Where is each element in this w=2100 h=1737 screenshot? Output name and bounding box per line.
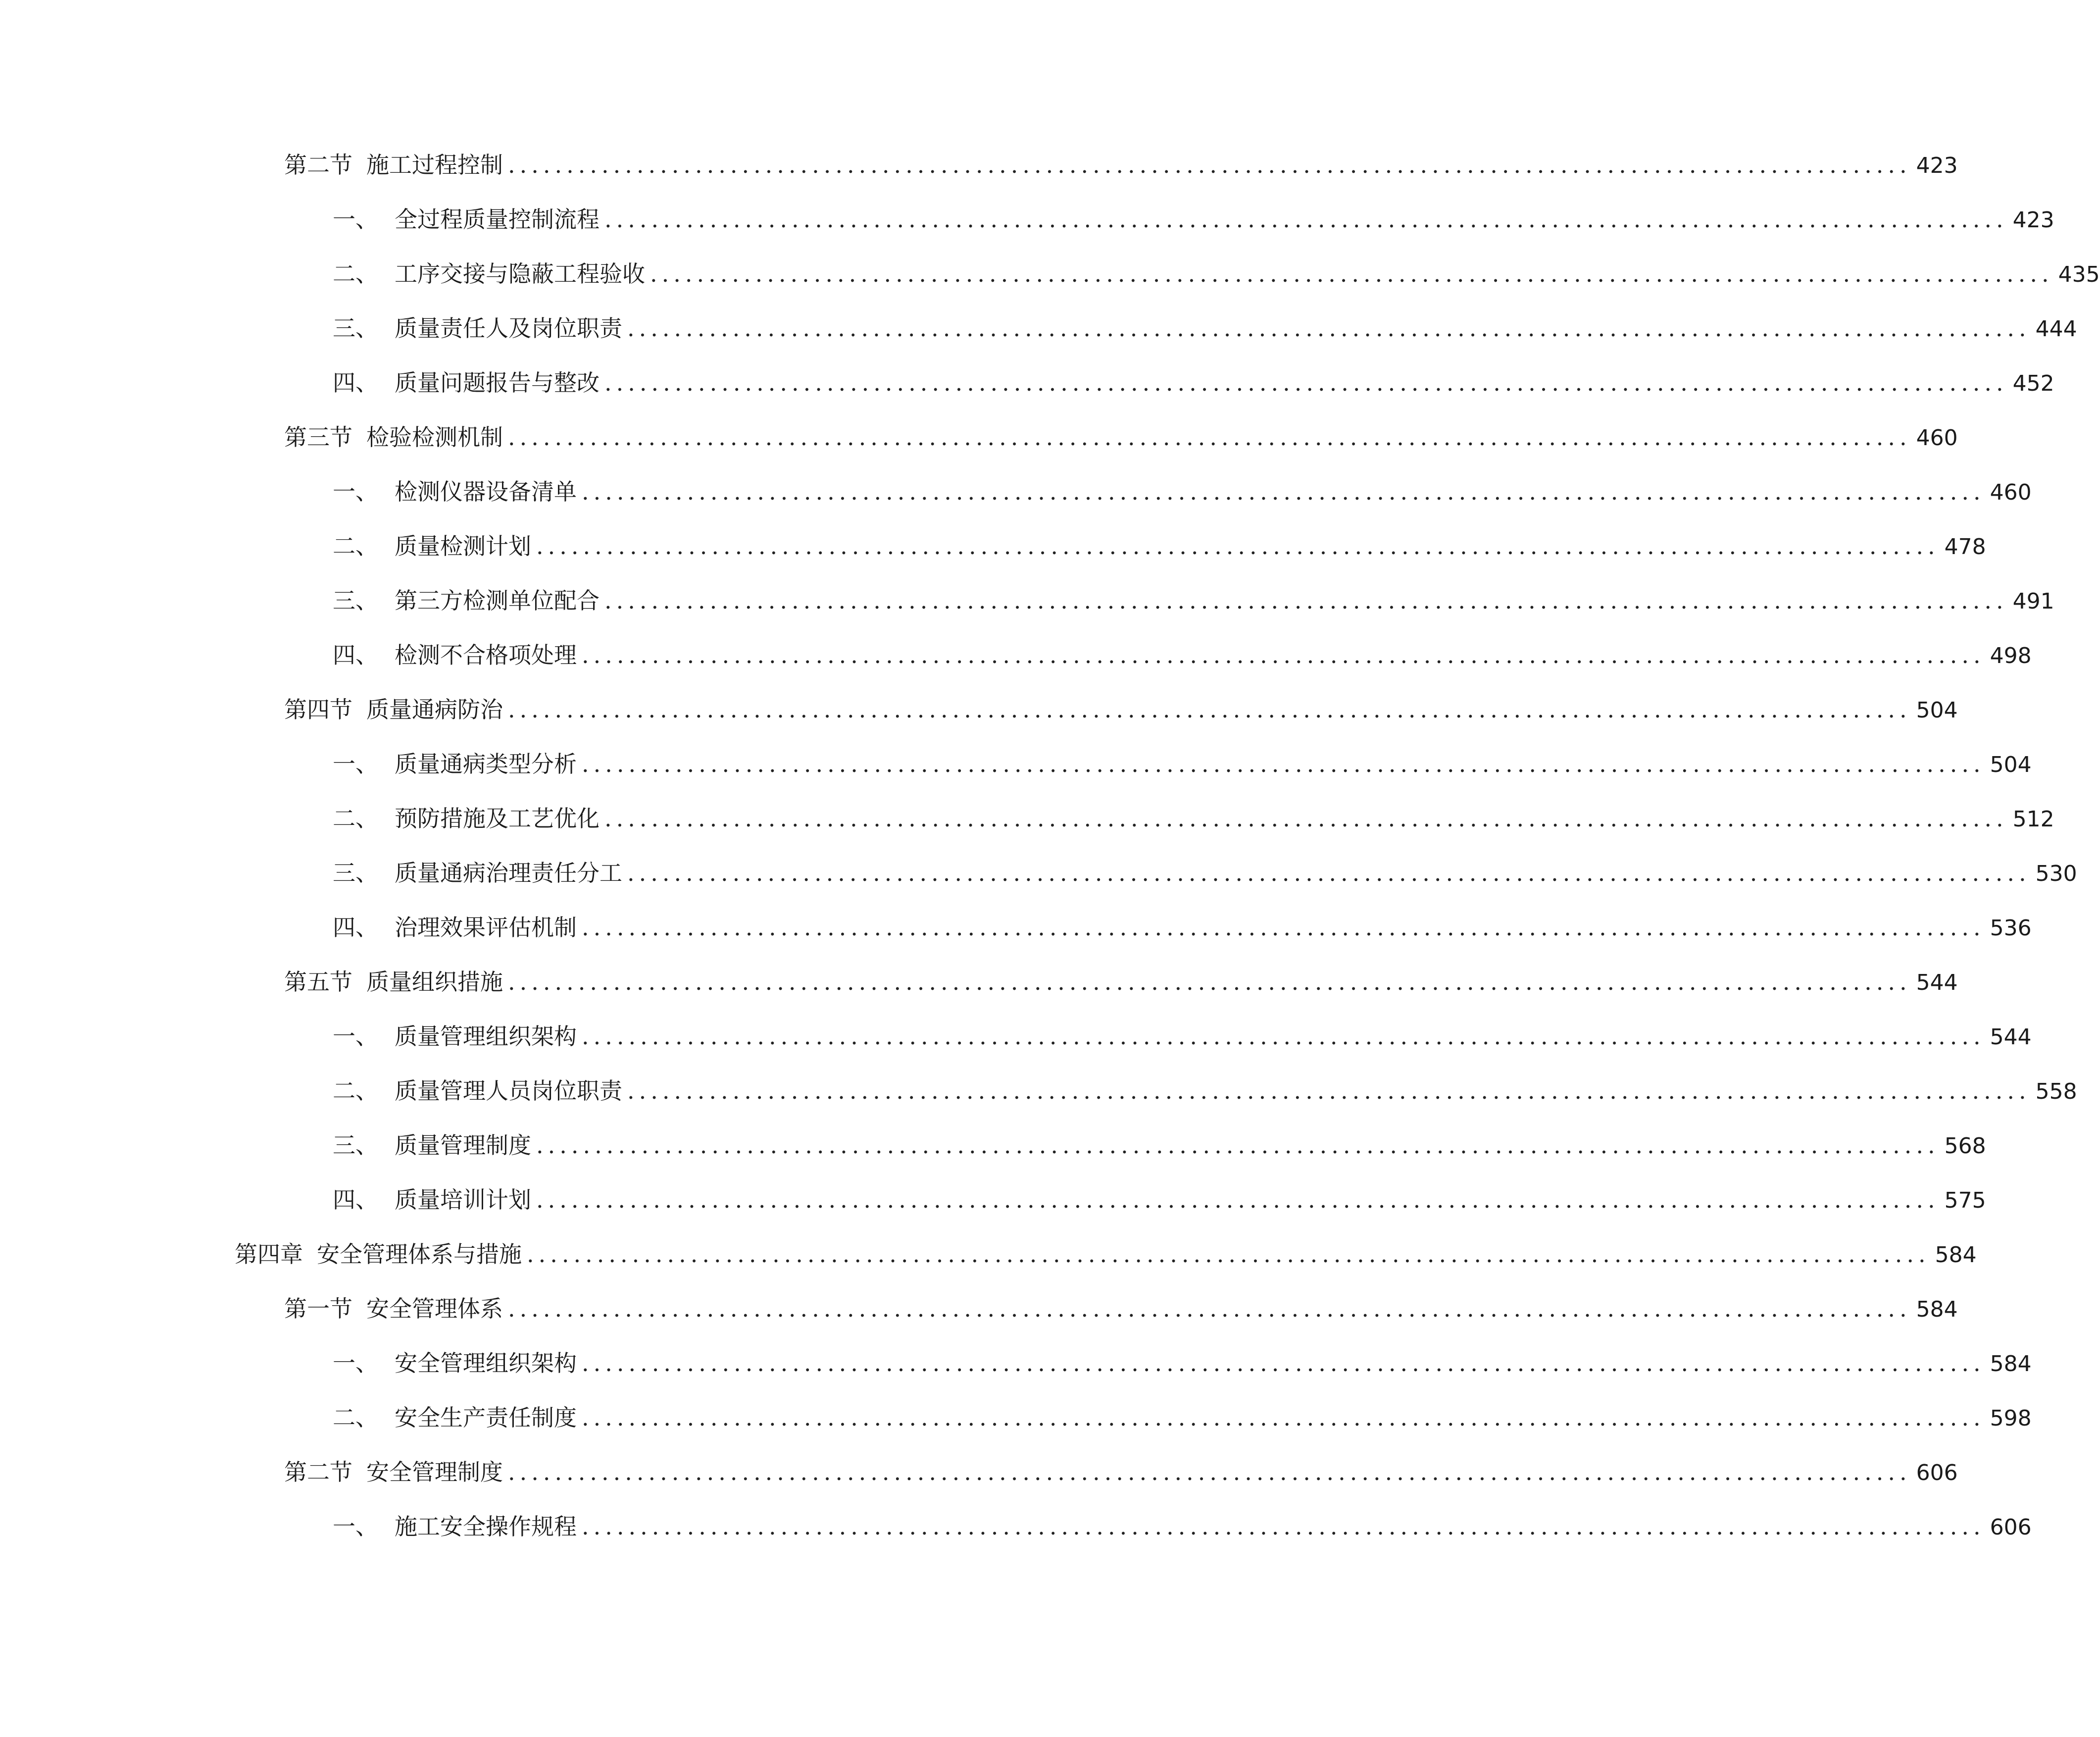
toc-entry-label bbox=[333, 1128, 531, 1163]
dot-leader: ........................................................................................................................ bbox=[604, 587, 2008, 614]
dot-leader: ........................................................................................................................ bbox=[582, 914, 1985, 941]
toc-entry-number: 第二节 bbox=[284, 152, 352, 178]
toc-entry-label bbox=[333, 1346, 577, 1380]
toc-page-number: 512 bbox=[2012, 807, 2054, 832]
toc-page-number: 478 bbox=[1944, 534, 1986, 560]
dot-leader: ........................................................................................................................ bbox=[527, 1241, 1930, 1268]
toc-entry-title: 安全管理组织架构 bbox=[395, 1350, 577, 1377]
dot-leader: ........................................................................................................................ bbox=[508, 1459, 1911, 1485]
toc-entry-item[interactable] bbox=[333, 1182, 1986, 1217]
toc-entry-number: 四、 bbox=[333, 914, 378, 941]
toc-entry-label bbox=[235, 1237, 522, 1272]
dot-leader: ........................................................................................................................ bbox=[582, 1513, 1985, 1540]
toc-entry-number: 四、 bbox=[333, 369, 378, 396]
toc-entry-label bbox=[284, 692, 503, 727]
toc-entry-number: 一、 bbox=[333, 1513, 378, 1540]
toc-page-number: 598 bbox=[1990, 1406, 2032, 1431]
toc-entry-item[interactable] bbox=[333, 856, 2077, 890]
toc-entry-title: 全过程质量控制流程 bbox=[395, 206, 600, 233]
toc-page-number: 435 bbox=[2058, 262, 2100, 287]
toc-page-number: 558 bbox=[2035, 1079, 2077, 1104]
toc-entry-item[interactable] bbox=[333, 583, 2054, 618]
toc-page-number: 584 bbox=[1935, 1242, 1977, 1268]
toc-entry-item[interactable] bbox=[333, 202, 2054, 237]
toc-page-number: 444 bbox=[2035, 316, 2077, 342]
toc-entry-number: 二、 bbox=[333, 260, 378, 287]
toc-entry-item[interactable] bbox=[333, 801, 2054, 836]
toc-page-number: 584 bbox=[1990, 1351, 2032, 1377]
dot-leader: ........................................................................................................................ bbox=[604, 805, 2008, 832]
dot-leader: ........................................................................................................................ bbox=[508, 969, 1911, 995]
toc-entry-label bbox=[333, 1509, 577, 1544]
dot-leader: ........................................................................................................................ bbox=[627, 1077, 2031, 1104]
toc-entry-title: 安全生产责任制度 bbox=[395, 1404, 577, 1431]
dot-leader: ........................................................................................................................ bbox=[582, 751, 1985, 777]
toc-entry-title: 质量组织措施 bbox=[366, 969, 503, 995]
toc-entry-title: 质量管理组织架构 bbox=[395, 1023, 577, 1050]
toc-entry-title: 检验检测机制 bbox=[366, 424, 503, 451]
toc-entry-title: 施工过程控制 bbox=[366, 152, 503, 178]
toc-entry-number: 第五节 bbox=[284, 969, 352, 995]
toc-entry-section[interactable] bbox=[284, 1455, 1958, 1489]
toc-entry-number: 一、 bbox=[333, 478, 378, 505]
toc-page-number: 460 bbox=[1916, 425, 1958, 451]
toc-entry-number: 二、 bbox=[333, 1404, 378, 1431]
toc-entry-item[interactable] bbox=[333, 1019, 2032, 1054]
toc-entry-item[interactable] bbox=[333, 747, 2032, 781]
toc-entry-item[interactable] bbox=[333, 1128, 1986, 1163]
toc-page-number: 504 bbox=[1990, 752, 2032, 777]
dot-leader: ........................................................................................................................ bbox=[627, 315, 2031, 342]
toc-page-number: 544 bbox=[1916, 970, 1958, 995]
toc-entry-number: 四、 bbox=[333, 1186, 378, 1213]
dot-leader: ........................................................................................................................ bbox=[508, 424, 1911, 451]
toc-entry-item[interactable] bbox=[333, 311, 2077, 346]
toc-entry-label bbox=[333, 1400, 577, 1435]
toc-entry-label bbox=[333, 910, 577, 945]
toc-entry-number: 三、 bbox=[333, 587, 378, 614]
toc-entry-label bbox=[333, 311, 622, 346]
toc-entry-title: 质量检测计划 bbox=[395, 533, 531, 560]
toc-entry-item[interactable] bbox=[333, 529, 1986, 563]
toc-entry-title: 检测不合格项处理 bbox=[395, 642, 577, 668]
dot-leader: ........................................................................................................................ bbox=[582, 478, 1985, 505]
toc-entry-label bbox=[284, 1455, 503, 1489]
toc-entry-label bbox=[333, 202, 600, 237]
toc-entry-label bbox=[284, 965, 503, 999]
toc-entry-number: 二、 bbox=[333, 805, 378, 832]
toc-entry-title: 质量培训计划 bbox=[395, 1186, 531, 1213]
toc-entry-title: 质量管理制度 bbox=[395, 1132, 531, 1159]
toc-entry-label bbox=[284, 148, 503, 182]
toc-entry-item[interactable] bbox=[333, 365, 2054, 400]
toc-entry-title: 第三方检测单位配合 bbox=[395, 587, 600, 614]
toc-entry-item[interactable] bbox=[333, 1073, 2077, 1108]
toc-entry-section[interactable] bbox=[284, 420, 1958, 455]
dot-leader: ........................................................................................................................ bbox=[604, 206, 2008, 233]
toc-entry-title: 预防措施及工艺优化 bbox=[395, 805, 600, 832]
toc-entry-number: 第四节 bbox=[284, 696, 352, 723]
toc-entry-title: 质量管理人员岗位职责 bbox=[395, 1077, 622, 1104]
toc-page-number: 498 bbox=[1990, 643, 2032, 668]
toc-entry-item[interactable] bbox=[333, 638, 2032, 672]
toc-entry-title: 施工安全操作规程 bbox=[395, 1513, 577, 1540]
toc-entry-number: 四、 bbox=[333, 642, 378, 668]
toc-entry-label bbox=[333, 801, 600, 836]
dot-leader: ........................................................................................................................ bbox=[650, 260, 2053, 287]
toc-page-number: 606 bbox=[1916, 1460, 1958, 1485]
dot-leader: ........................................................................................................................ bbox=[582, 1404, 1985, 1431]
dot-leader: ........................................................................................................................ bbox=[627, 860, 2031, 886]
toc-entry-section[interactable] bbox=[284, 148, 1958, 182]
toc-entry-label bbox=[284, 1291, 503, 1326]
toc-entry-title: 检测仪器设备清单 bbox=[395, 478, 577, 505]
toc-entry-title: 安全管理体系 bbox=[366, 1295, 503, 1322]
toc-entry-title: 质量通病类型分析 bbox=[395, 751, 577, 777]
toc-page-number: 584 bbox=[1916, 1297, 1958, 1322]
toc-entry-label bbox=[333, 1182, 531, 1217]
toc-entry-number: 第三节 bbox=[284, 424, 352, 451]
toc-entry-number: 一、 bbox=[333, 206, 378, 233]
dot-leader: ........................................................................................................................ bbox=[536, 1186, 1940, 1213]
toc-entry-item[interactable] bbox=[333, 1400, 2032, 1435]
toc-entry-item[interactable] bbox=[333, 910, 2032, 945]
toc-entry-title: 质量通病防治 bbox=[366, 696, 503, 723]
toc-entry-number: 三、 bbox=[333, 1132, 378, 1159]
toc-entry-title: 质量问题报告与整改 bbox=[395, 369, 600, 396]
toc-page-number: 568 bbox=[1944, 1133, 1986, 1159]
toc-entry-label bbox=[333, 583, 600, 618]
toc-entry-title: 质量责任人及岗位职责 bbox=[395, 315, 622, 342]
toc-entry-chapter[interactable] bbox=[235, 1237, 1977, 1272]
toc-page-number: 423 bbox=[2012, 207, 2054, 233]
toc-entry-label bbox=[284, 420, 503, 455]
dot-leader: ........................................................................................................................ bbox=[582, 642, 1985, 668]
toc-entry-label bbox=[333, 474, 577, 509]
toc-entry-number: 三、 bbox=[333, 860, 378, 886]
toc-entry-label bbox=[333, 747, 577, 781]
toc-entry-section[interactable] bbox=[284, 965, 1958, 999]
dot-leader: ........................................................................................................................ bbox=[582, 1350, 1985, 1377]
toc-entry-number: 第一节 bbox=[284, 1295, 352, 1322]
toc-entry-title: 工序交接与隐蔽工程验收 bbox=[395, 260, 645, 287]
toc-entry-number: 三、 bbox=[333, 315, 378, 342]
toc-entry-item[interactable] bbox=[333, 474, 2032, 509]
toc-page-number: 460 bbox=[1990, 480, 2032, 505]
toc-entry-number: 第二节 bbox=[284, 1459, 352, 1485]
toc-entry-number: 二、 bbox=[333, 1077, 378, 1104]
toc-page-number: 452 bbox=[2012, 371, 2054, 396]
toc-page-number: 423 bbox=[1916, 153, 1958, 178]
dot-leader: ........................................................................................................................ bbox=[582, 1023, 1985, 1050]
toc-entry-label bbox=[333, 856, 622, 890]
toc-entry-label bbox=[333, 1019, 577, 1054]
toc-entry-label bbox=[333, 1073, 622, 1108]
dot-leader: ........................................................................................................................ bbox=[604, 369, 2008, 396]
dot-leader: ........................................................................................................................ bbox=[508, 1295, 1911, 1322]
toc-entry-number: 第四章 bbox=[235, 1241, 303, 1268]
toc-page-number: 491 bbox=[2012, 589, 2054, 614]
dot-leader: ........................................................................................................................ bbox=[536, 533, 1940, 560]
toc-page-number: 536 bbox=[1990, 916, 2032, 941]
toc-page-number: 575 bbox=[1944, 1188, 1986, 1213]
toc-page-number: 530 bbox=[2035, 861, 2077, 886]
toc-entry-number: 一、 bbox=[333, 751, 378, 777]
toc-entry-label bbox=[333, 638, 577, 672]
toc-entry-label bbox=[333, 365, 600, 400]
dot-leader: ........................................................................................................................ bbox=[508, 696, 1911, 723]
toc-entry-section[interactable] bbox=[284, 692, 1958, 727]
toc-entry-section[interactable] bbox=[284, 1291, 1958, 1326]
toc-entry-title: 安全管理体系与措施 bbox=[317, 1241, 522, 1268]
toc-entry-label bbox=[333, 529, 531, 563]
toc-entry-number: 二、 bbox=[333, 533, 378, 560]
toc-entry-title: 治理效果评估机制 bbox=[395, 914, 577, 941]
toc-page-number: 606 bbox=[1990, 1515, 2032, 1540]
toc-entry-label bbox=[333, 256, 645, 291]
toc-page-number: 504 bbox=[1916, 698, 1958, 723]
toc-entry-number: 一、 bbox=[333, 1350, 378, 1377]
toc-entry-title: 安全管理制度 bbox=[366, 1459, 503, 1485]
dot-leader: ........................................................................................................................ bbox=[508, 152, 1911, 178]
toc-entry-number: 一、 bbox=[333, 1023, 378, 1050]
toc-page-number: 544 bbox=[1990, 1024, 2032, 1050]
toc-entry-item[interactable] bbox=[333, 256, 2100, 291]
dot-leader: ........................................................................................................................ bbox=[536, 1132, 1940, 1159]
toc-entry-title: 质量通病治理责任分工 bbox=[395, 860, 622, 886]
toc-entry-item[interactable] bbox=[333, 1346, 2032, 1380]
toc-entry-item[interactable] bbox=[333, 1509, 2032, 1544]
